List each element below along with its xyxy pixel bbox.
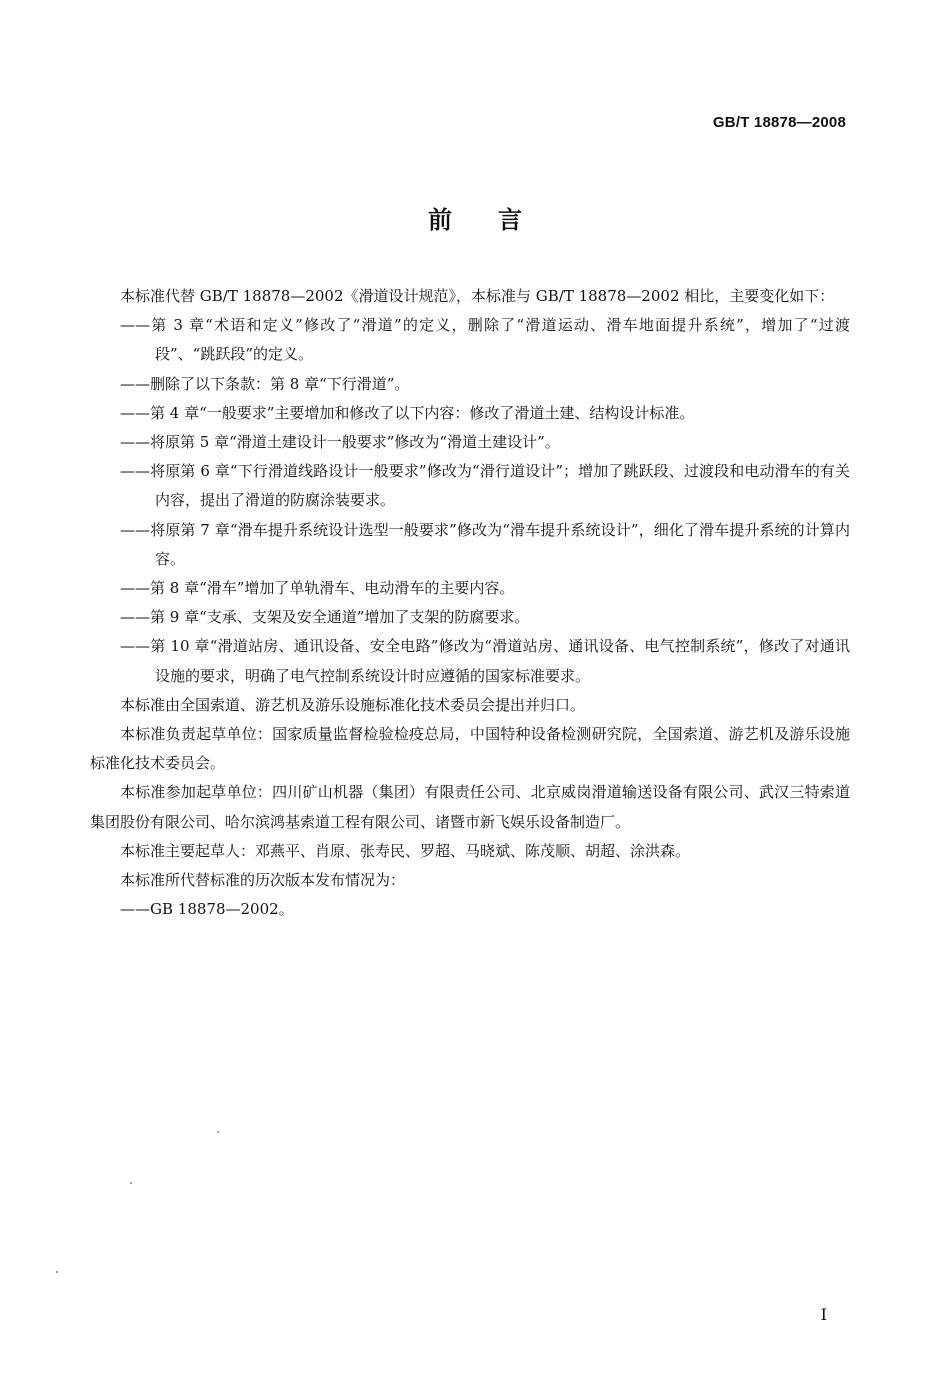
history-item: ——GB 18878—2002。 — [120, 900, 294, 919]
change-item: ——第 10 章“滑道站房、通讯设备、安全电路”修改为“滑道站房、通讯设备、电气控制系统”，修改了对通讯设施的要求，明确了电气控制系统设计时应遵循的国家标准要求。 — [120, 637, 850, 685]
main-drafters-paragraph: 本标准主要起草人：邓燕平、肖原、张寿民、罗超、马晓斌、陈茂顺、胡超、涂洪森。 — [120, 841, 691, 860]
change-item: ——将原第 7 章“滑车提升系统设计选型一般要求”修改为“滑车提升系统设计”，细化了滑车提升系统的计算内容。 — [120, 520, 850, 568]
intro-paragraph: 本标准代替 GB/T 18878—2002《滑道设计规范》，本标准与 GB/T 18878—2002 相比，主要变化如下： — [120, 287, 835, 305]
history-intro-paragraph: 本标准所代替标准的历次版本发布情况为： — [120, 871, 406, 890]
change-item: ——第 4 章“一般要求”主要增加和修改了以下内容：修改了滑道土建、结构设计标准。 — [120, 403, 695, 422]
change-item: ——将原第 5 章“滑道土建设计一般要求”修改为“滑道土建设计”。 — [120, 433, 560, 452]
page-number: I — [820, 1305, 827, 1324]
participating-drafters-paragraph: 本标准参加起草单位：四川矿山机器（集团）有限责任公司、北京威岗滑道输送设备有限公司、武汉三特索道集团股份有限公司、哈尔滨鸿基索道工程有限公司、诸暨市新飞娱乐设备制造厂。 — [90, 783, 850, 831]
change-item: ——第 3 章“术语和定义”修改了“滑道”的定义，删除了“滑道运动、滑车地面提升系统”，增加了“过渡段”、“跳跃段”的定义。 — [120, 316, 850, 364]
responsible-drafters-paragraph: 本标准负责起草单位：国家质量监督检验检疫总局，中国特种设备检测研究院，全国索道、游艺机及游乐设施标准化技术委员会。 — [90, 725, 850, 773]
change-item: ——第 8 章“滑车”增加了单轨滑车、电动滑车的主要内容。 — [120, 579, 515, 598]
standard-number: GB/T 18878—2008 — [712, 114, 846, 131]
scan-speck — [217, 1131, 219, 1133]
change-item: ——删除了以下条款：第 8 章“下行滑道”。 — [120, 374, 410, 393]
scan-speck — [56, 1271, 58, 1273]
page-title: 前言 — [428, 206, 568, 234]
change-item: ——将原第 6 章“下行滑道线路设计一般要求”修改为“滑行道设计”；增加了跳跃段、过渡段和电动滑车的有关内容，提出了滑道的防腐涂装要求。 — [120, 462, 850, 510]
scan-speck — [130, 1182, 132, 1184]
document-body — [90, 282, 850, 924]
proposed-by-paragraph: 本标准由全国索道、游艺机及游乐设施标准化技术委员会提出并归口。 — [120, 695, 586, 714]
change-item: ——第 9 章“支承、支架及安全通道”增加了支架的防腐要求。 — [120, 608, 530, 627]
